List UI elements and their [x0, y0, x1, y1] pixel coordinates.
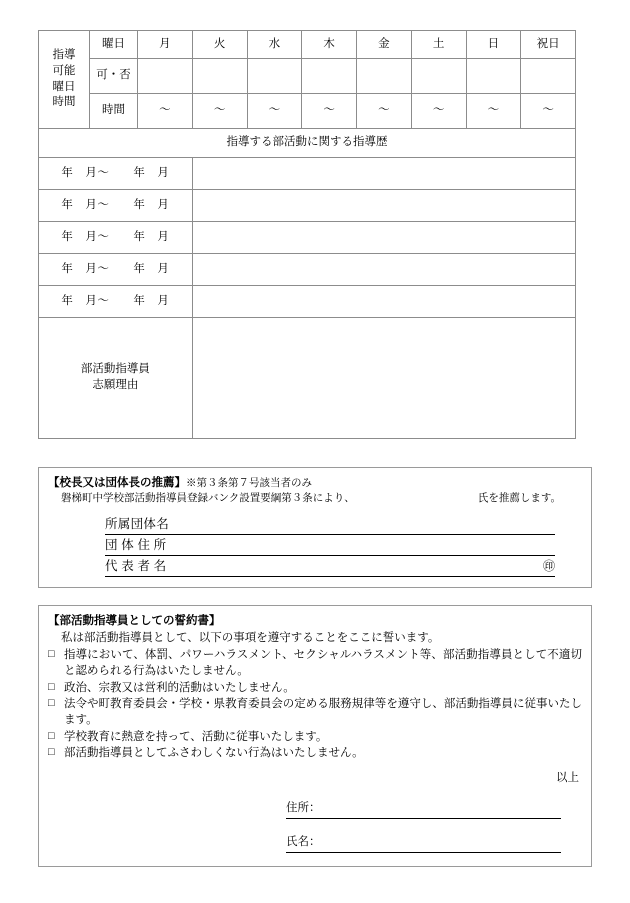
time-row-label: 時間 — [90, 94, 138, 129]
availability-label-line-2: 可能 — [52, 64, 76, 77]
table-row-history-3 — [39, 222, 576, 254]
availability-label-line-4: 時間 — [52, 96, 76, 109]
checkbox-icon[interactable]: □ — [48, 745, 55, 758]
pledge-item-5-text: 部活動指導員としてふさわしくない行為はいたしません。 — [64, 746, 364, 759]
table-row-weekday-header — [39, 31, 576, 59]
table-row-history-5 — [39, 286, 576, 318]
pledge-item-3[interactable] — [48, 696, 582, 729]
recommendation-title — [48, 474, 312, 490]
recommendation-field-representative[interactable] — [105, 557, 555, 577]
yesno-input-mon[interactable] — [138, 59, 193, 94]
time-input-tue[interactable]: ～ — [192, 94, 247, 129]
pledge-address-field[interactable] — [286, 798, 561, 819]
weekday-cell-holiday: 祝日 — [521, 31, 576, 59]
reason-label — [39, 318, 193, 439]
yesno-input-thu[interactable] — [302, 59, 357, 94]
history-detail-5[interactable] — [192, 286, 575, 318]
reason-textarea[interactable] — [192, 318, 575, 439]
pledge-item-4[interactable] — [48, 729, 582, 745]
time-input-wed[interactable]: ～ — [247, 94, 302, 129]
checkbox-icon[interactable]: □ — [48, 696, 55, 709]
history-period-1[interactable]: 年 月～ 年 月 — [39, 158, 193, 190]
history-period-3[interactable]: 年 月～ 年 月 — [39, 222, 193, 254]
pledge-name-field[interactable] — [286, 832, 561, 853]
pledge-section — [38, 605, 592, 867]
reason-label-line-1: 部活動指導員 — [80, 363, 150, 376]
weekday-cell-mon: 月 — [138, 31, 193, 59]
pledge-item-1-text: 指導において、体罰、パワーハラスメント、セクシャルハラスメント等、部活動指導員として不適切と認められる行為はいたしません。 — [64, 649, 582, 678]
time-input-thu[interactable]: ～ — [302, 94, 357, 129]
reason-label-line-2: 志願理由 — [92, 379, 139, 391]
yesno-input-holiday[interactable] — [521, 59, 576, 94]
checkbox-icon[interactable]: □ — [48, 648, 55, 660]
history-period-4[interactable]: 年 月～ 年 月 — [39, 254, 193, 286]
recommendation-title-text: 【校長又は団体長の推薦】 — [48, 477, 186, 489]
weekday-cell-tue: 火 — [192, 31, 247, 59]
checkbox-icon[interactable]: □ — [48, 729, 55, 742]
time-input-fri[interactable]: ～ — [357, 94, 412, 129]
availability-row-label — [39, 31, 90, 129]
time-input-sat[interactable]: ～ — [411, 94, 466, 129]
pledge-item-5[interactable] — [48, 745, 582, 761]
application-form-table — [38, 30, 576, 439]
pledge-intro: 私は部活動指導員として、以下の事項を遵守することをここに誓います。 — [61, 632, 440, 644]
pledge-item-3-text: 法令や町教育委員会・学校・県教育委員会の定める服務規律等を遵守し、部活動指導員に従事いたします。 — [64, 697, 582, 727]
recommendation-field-address-label: 団 体 住 所 — [105, 538, 167, 552]
table-row-history-header — [39, 129, 576, 158]
pledge-title: 【部活動指導員としての誓約書】 — [48, 615, 221, 627]
pledge-item-4-text: 学校教育に熱意を持って、活動に従事いたします。 — [64, 730, 328, 743]
weekday-row-label: 曜日 — [90, 31, 138, 59]
table-row-availability-yesno — [39, 59, 576, 94]
pledge-closing: 以上 — [556, 772, 579, 784]
history-detail-1[interactable] — [192, 158, 575, 190]
time-input-holiday[interactable]: ～ — [521, 94, 576, 129]
weekday-cell-thu: 木 — [302, 31, 357, 59]
recommendation-field-organization[interactable] — [105, 515, 555, 535]
yesno-input-wed[interactable] — [247, 59, 302, 94]
recommendation-body: 磐梯町中学校部活動指導員登録バンク設置要綱第３条により、 — [61, 493, 355, 504]
history-detail-3[interactable] — [192, 222, 575, 254]
recommendation-title-note: ※第３条第７号該当者のみ — [186, 478, 312, 489]
table-row-reason — [39, 318, 576, 439]
table-row-history-1 — [39, 158, 576, 190]
pledge-item-2-text: 政治、宗教又は営利的活動はいたしません。 — [64, 681, 295, 694]
weekday-cell-sat: 土 — [411, 31, 466, 59]
weekday-cell-sun: 日 — [466, 31, 521, 59]
table-row-history-4 — [39, 254, 576, 286]
yesno-input-sun[interactable] — [466, 59, 521, 94]
pledge-address-label: 住所： — [286, 802, 321, 814]
pledge-item-1[interactable] — [48, 647, 582, 680]
recommendation-body-suffix: 氏を推薦します。 — [477, 493, 561, 504]
time-input-sun[interactable]: ～ — [466, 94, 521, 129]
recommendation-field-representative-label: 代 表 者 名 — [105, 559, 167, 573]
availability-label-line-3: 曜日 — [52, 80, 76, 93]
yesno-input-sat[interactable] — [411, 59, 466, 94]
checkbox-icon[interactable]: □ — [48, 680, 55, 693]
table-row-history-2 — [39, 190, 576, 222]
history-section-header: 指導する部活動に関する指導歴 — [39, 129, 576, 158]
time-input-mon[interactable]: ～ — [138, 94, 193, 129]
pledge-name-label: 氏名： — [286, 836, 321, 848]
weekday-cell-fri: 金 — [357, 31, 412, 59]
history-period-5[interactable]: 年 月～ 年 月 — [39, 286, 193, 318]
pledge-checkbox-list — [48, 647, 582, 761]
history-detail-2[interactable] — [192, 190, 575, 222]
availability-and-history-table — [38, 30, 576, 439]
yesno-input-fri[interactable] — [357, 59, 412, 94]
recommendation-field-address[interactable] — [105, 536, 555, 556]
recommendation-field-organization-label: 所属団体名 — [105, 517, 170, 531]
table-row-availability-time — [39, 94, 576, 129]
weekday-cell-wed: 水 — [247, 31, 302, 59]
seal-stamp-icon: ㊞ — [542, 559, 555, 573]
pledge-item-2[interactable] — [48, 680, 582, 696]
history-detail-4[interactable] — [192, 254, 575, 286]
recommendation-section — [38, 467, 592, 588]
availability-label-line-1: 指導 — [52, 49, 76, 62]
history-period-2[interactable]: 年 月～ 年 月 — [39, 190, 193, 222]
yesno-input-tue[interactable] — [192, 59, 247, 94]
yesno-row-label: 可・否 — [90, 59, 138, 94]
